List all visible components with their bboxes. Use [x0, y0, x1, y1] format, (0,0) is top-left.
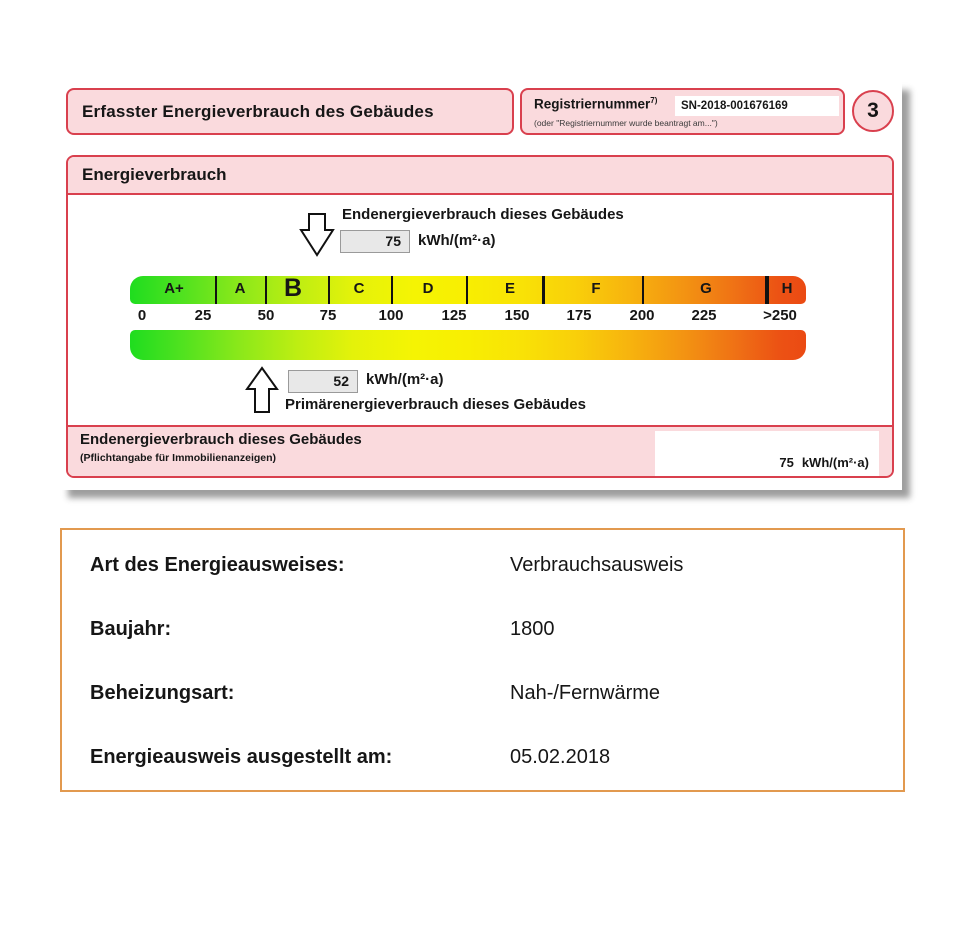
axis-tick: 175 — [566, 307, 592, 324]
scale-gradient-band — [130, 330, 806, 360]
axis-tick: 150 — [504, 307, 530, 324]
registry-hint: (oder "Registriernummer wurde beantragt am...") — [534, 118, 718, 128]
footer-label: Endenergieverbrauch dieses Gebäudes — [80, 431, 362, 448]
end-energy-label: Endenergieverbrauch dieses Gebäudes — [342, 206, 624, 223]
primary-energy-unit: kWh/(m²·a) — [366, 371, 444, 388]
detail-row — [90, 746, 903, 810]
energy-certificate-card — [60, 82, 902, 490]
axis-tick: 125 — [441, 307, 467, 324]
registry-number-box — [520, 88, 845, 135]
footer-note: (Pflichtangabe für Immobilienanzeigen) — [80, 452, 277, 464]
end-energy-footer — [68, 425, 892, 478]
scale-class-letter: F — [591, 280, 601, 297]
down-arrow-icon — [299, 213, 335, 257]
scale-divider — [466, 276, 468, 304]
registry-footnote: 7) — [650, 96, 658, 105]
registry-number-value: SN-2018-001676169 — [675, 96, 839, 116]
axis-tick: 50 — [257, 307, 275, 324]
scale-class-letter: H — [781, 280, 793, 297]
axis-tick: 75 — [319, 307, 337, 324]
scale-class-letter: A+ — [164, 280, 184, 297]
footer-unit: kWh/(m²·a) — [801, 455, 869, 470]
detail-value: 05.02.2018 — [510, 746, 611, 768]
scale-divider — [765, 276, 769, 304]
detail-value: 1800 — [510, 618, 555, 640]
up-arrow-icon — [245, 366, 279, 414]
scale-area — [68, 195, 892, 425]
scale-class-letter: A — [234, 280, 246, 297]
detail-value: Nah-/Fernwärme — [510, 682, 661, 704]
scale-axis — [130, 304, 806, 330]
end-energy-value: 75 — [340, 230, 410, 253]
detail-value: Verbrauchsausweis — [510, 554, 684, 576]
scale-class-letter-current: B — [283, 274, 303, 302]
certificate-title: Erfasster Energieverbrauch des Gebäudes — [82, 101, 434, 121]
scale-class-band — [130, 276, 806, 304]
axis-tick: >250 — [763, 307, 797, 324]
axis-tick: 25 — [194, 307, 212, 324]
scale-class-letter: G — [700, 280, 712, 297]
scale-divider — [542, 276, 545, 304]
scale-class-letter: E — [504, 280, 516, 297]
axis-tick: 200 — [629, 307, 655, 324]
scale-divider — [215, 276, 217, 304]
footer-value-box — [655, 431, 879, 476]
scale-divider — [265, 276, 267, 304]
detail-label: Beheizungsart: — [90, 682, 235, 704]
detail-label: Art des Energieausweises: — [90, 554, 345, 576]
end-energy-unit: kWh/(m²·a) — [418, 232, 496, 249]
energy-consumption-section — [66, 155, 894, 478]
page-number-badge — [852, 90, 894, 132]
detail-row — [90, 682, 903, 746]
scale-divider — [642, 276, 644, 304]
page-number: 3 — [867, 99, 879, 122]
certificate-title-box — [66, 88, 514, 135]
scale-class-letter: D — [422, 280, 434, 297]
detail-label: Energieausweis ausgestellt am: — [90, 746, 393, 768]
axis-tick: 100 — [378, 307, 404, 324]
energy-scale — [130, 276, 806, 360]
scale-divider — [391, 276, 393, 304]
axis-tick: 225 — [691, 307, 717, 324]
section-header — [68, 157, 892, 195]
registry-label: Registriernummer$^{7)}$ — [534, 96, 658, 112]
detail-label: Baujahr: — [90, 618, 172, 640]
scale-class-letter: C — [353, 280, 365, 297]
detail-row — [90, 618, 903, 682]
certificate-details-card — [60, 528, 905, 792]
footer-value: 75 — [779, 455, 794, 470]
section-title: Energieverbrauch — [82, 165, 227, 184]
scale-divider — [328, 276, 330, 304]
primary-energy-value: 52 — [288, 370, 358, 393]
detail-row — [90, 554, 903, 618]
axis-tick: 0 — [137, 307, 147, 324]
primary-energy-label: Primärenergieverbrauch dieses Gebäudes — [285, 396, 586, 413]
